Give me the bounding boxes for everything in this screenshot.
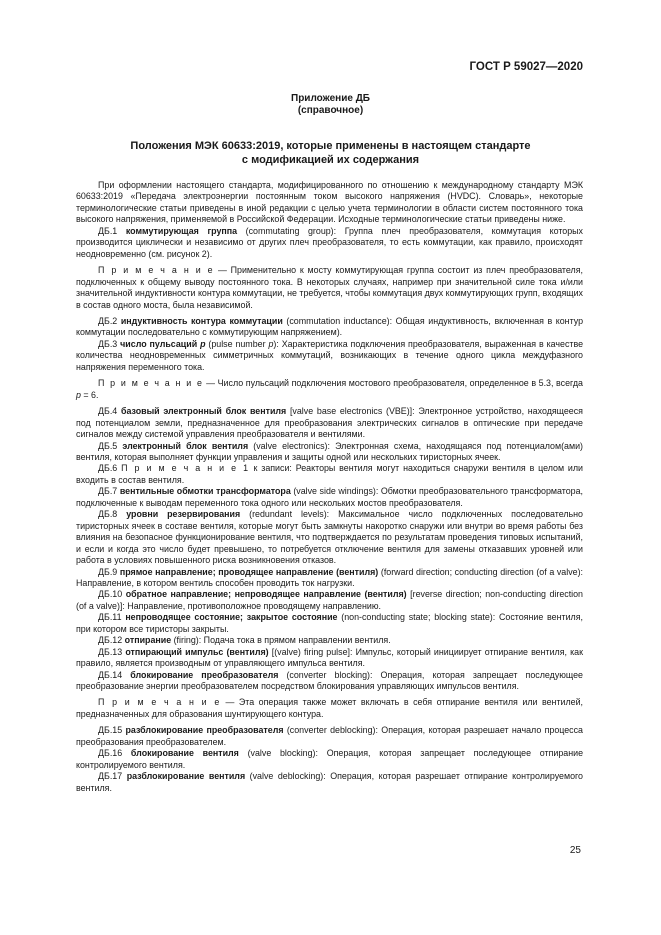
note-3: П р и м е ч а н и е — Эта операция также может включать в себя отпирание вентиля или вентилей, предназначенных для образования шунтирующего контура.	[76, 697, 584, 719]
intro-paragraph: При оформлении настоящего стандарта, модифицированного по отношению к международному стандарту МЭК 60633:2019 «Передача электроэнергии постоянным током высокого напряжения (HVDC). Словарь», некоторые терминологические статьи приведены в иной редакции с целью учета терминологии в области систем постоянного тока высокого напряжения, применяемой в Российской Федерации. Исходные терминологические статьи приведены ниже.	[76, 180, 583, 225]
entry-db8: ДБ.8 уровни резервирования (redundant levels): Максимальное число подключенных последовательно тиристорных ячеек в составе вентиля, которые могут быть замкнуты накоротко снаружи или внутри во время работы без влияния на безопасное функционирование вентиля, что подтверждается по результатам проведения типовых испытаний, и если и когда это число будет превышено, то потребуется отключение вентиля для замены отказавших уровней или работа в условиях повышенного риска возникновения отказов.	[76, 509, 583, 566]
term: электронный блок вентиля	[122, 440, 249, 451]
page-number: 25	[569, 845, 581, 856]
appendix-title: Приложение ДБ	[291, 93, 370, 104]
term: разблокирование преобразователя	[125, 725, 284, 736]
term: прямое направление; проводящее направление (вентиля)	[119, 566, 379, 577]
entry-db11: ДБ.11 непроводящее состояние; закрытое состояние (non-conducting state; blocking state): Состояние вентиля, при котором все тиристоры закрыты.	[76, 612, 583, 634]
note-1: П р и м е ч а н и е — Применительно к мосту коммутирующая группа состоит из плеч преобразователя, подключенных к общему выводу постоянного тока. В некоторых случаях, например при значительной силе тока и/или значительной индуктивности контура коммутации, не требуется, чтобы коммутация двух коммутирующих групп, входящих в состав одного моста, была независимой.	[76, 265, 583, 310]
term: вентильные обмотки трансформатора	[119, 486, 291, 497]
document-body	[76, 180, 583, 794]
term: непроводящее состояние; закрытое состояние	[125, 612, 338, 623]
entry-db4: ДБ.4 базовый электронный блок вентиля [valve base electronics (VBE)]: Электронное устройство, находящееся под потенциалом земли, предназначенное для преобразования электрических сигналов в оптические при передаче сигналов между системой управления преобразователя и вентилями.	[76, 406, 583, 440]
entry-db17: ДБ.17 разблокирование вентиля (valve deblocking): Операция, которая разрешает отпирание контролируемого вентиля.	[76, 771, 583, 793]
term: обратное направление; непроводящее направление (вентиля)	[125, 589, 407, 600]
entry-db15: ДБ.15 разблокирование преобразователя (converter deblocking): Операция, которая разрешает начало процесса преобразования преобразователем.	[76, 725, 583, 747]
term: число пульсаций	[120, 338, 198, 349]
term: блокирование преобразователя	[130, 669, 279, 680]
entry-db12: ДБ.12 отпирание (firing): Подача тока в прямом направлении вентиля.	[98, 635, 391, 646]
entry-db2: ДБ.2 индуктивность контура коммутации (commutation inductance): Общая индуктивность, включенная в контур коммутации последовательно с коммутирующим напряжением).	[76, 315, 584, 338]
term: отпирающий импульс (вентиля)	[125, 646, 269, 657]
standard-number: ГОСТ Р 59027—2020	[469, 61, 583, 73]
appendix-subtitle: (справочное)	[297, 105, 364, 116]
entry-db5: ДБ.5 электронный блок вентиля (valve electronics): Электронная схема, находящаяся под потенциалом(ами) вентиля, которая выполняет функции управления и защиты одной или нескольких тиристорных ячеек.	[76, 440, 583, 462]
entry-db10: ДБ.10 обратное направление; непроводящее направление (вентиля) [reverse direction; non-conducting direction (of a valve)]: Направление, противоположное проводящему направлению.	[76, 589, 583, 611]
term: разблокирование вентиля	[126, 771, 246, 782]
entry-db14: ДБ.14 блокирование преобразователя (converter blocking): Операция, которая запрещает последующее преобразование энергии преобразователем посредством блокирования управляющих импульсов вентиля.	[76, 669, 583, 692]
section-heading-line-1: Положения МЭК 60633:2019, которые применены в настоящем стандарте	[130, 140, 531, 152]
section-heading-line-2: с модификацией их содержания	[241, 153, 420, 166]
entry-db7: ДБ.7 вентильные обмотки трансформатора (valve side windings): Обмотки преобразовательного трансформатора, подключенные к выводам переменного тока одного или нескольких мостов преобразователя.	[76, 486, 583, 508]
note-2: П р и м е ч а н и е — Число пульсаций подключения мостового преобразователя, определенное в 5.3, всегда p = 6.	[76, 378, 583, 400]
term: коммутирующая группа	[125, 225, 238, 236]
entry-db9: ДБ.9 прямое направление; проводящее направление (вентиля) (forward direction; conducting direction (of a valve): Направление, в котором вентиль способен проводить ток нагрузки.	[76, 566, 584, 588]
entry-db1: ДБ.1 коммутирующая группа (commutating group): Группа плеч преобразователя, коммутация которых производится циклически и независимо от других плеч преобразователя, то есть коммутации, как правило, происходят неодновременно (см. рисунок 2).	[76, 225, 583, 259]
term: блокирование вентиля	[130, 748, 239, 759]
term: индуктивность контура коммутации	[120, 315, 283, 326]
term: отпирание	[124, 635, 172, 646]
section-heading	[90, 140, 571, 167]
entry-db3: ДБ.3 число пульсаций p (pulse number p): Характеристика подключения преобразователя, выраженная в качестве количества неодновременных симметричных коммутаций, возникающих в течение одного цикла междуфазного напряжения переменного тока.	[76, 338, 584, 372]
entry-db16: ДБ.16 блокирование вентиля (valve blocking): Операция, которая запрещает последующее отпирание контролируемого вентиля.	[76, 748, 584, 770]
term: уровни резервирования	[126, 509, 241, 520]
entry-db6: ДБ.6 П р и м е ч а н и е 1 к записи: Реакторы вентиля могут находиться снаружи вентиля в целом или входить в состав вентиля.	[76, 463, 583, 485]
term: базовый электронный блок вентиля	[120, 406, 287, 417]
entry-db13: ДБ.13 отпирающий импульс (вентиля) [(valve) firing pulse]: Импульс, который инициирует отпирание вентиля, как правило, является производным от управляющего импульса вентиля.	[76, 646, 584, 669]
